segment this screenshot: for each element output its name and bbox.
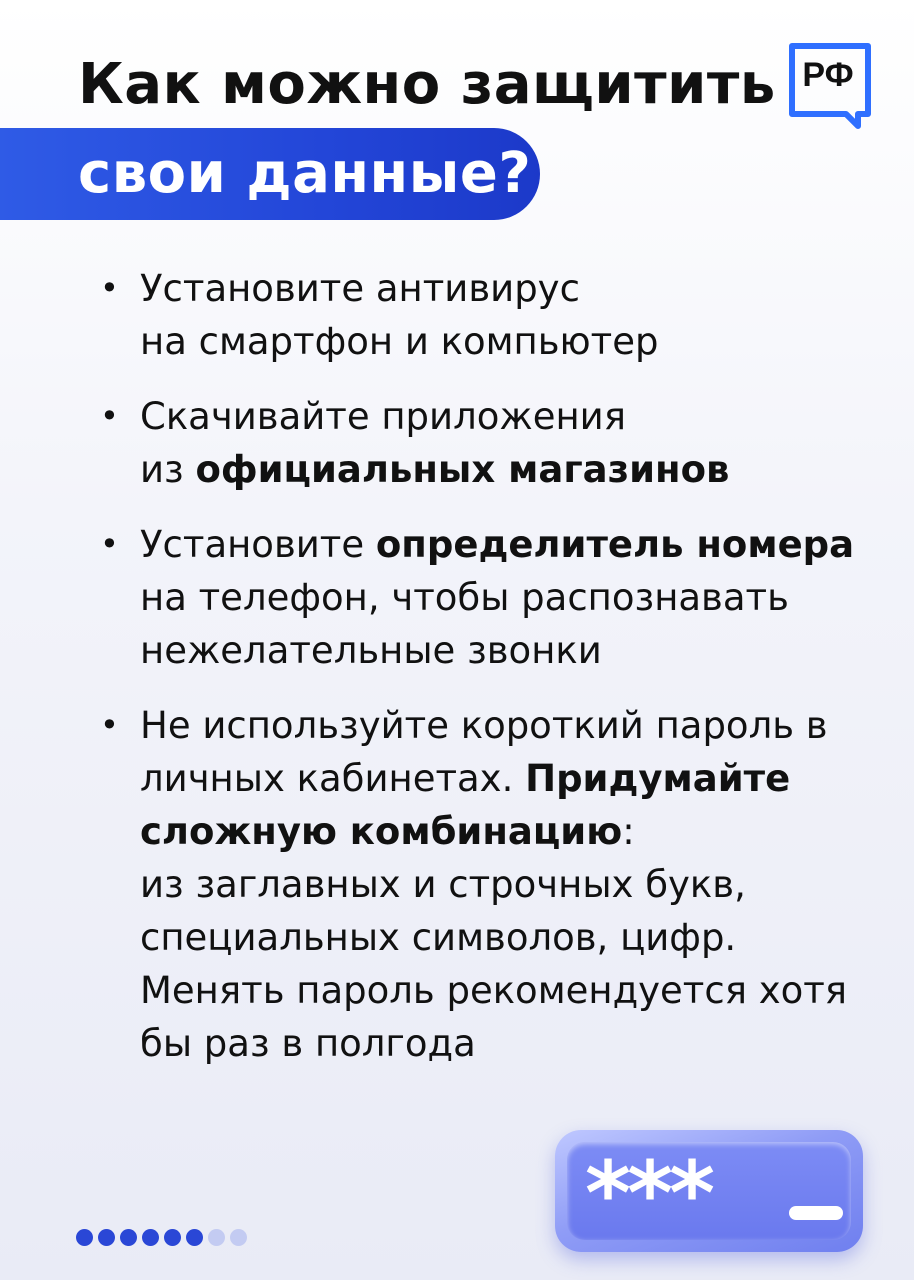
pagination-dot xyxy=(142,1229,159,1246)
list-item: • Скачивайте приложения из официальных магазинов xyxy=(100,390,890,496)
carousel-pagination xyxy=(76,1229,247,1246)
pagination-dot xyxy=(164,1229,181,1246)
rf-logo-text: РФ xyxy=(802,56,854,94)
password-cursor xyxy=(789,1206,843,1220)
page-title-line2: свои данные? xyxy=(78,141,532,206)
pagination-dot xyxy=(98,1229,115,1246)
pagination-dot xyxy=(230,1229,247,1246)
pagination-dot xyxy=(208,1229,225,1246)
pagination-dot xyxy=(186,1229,203,1246)
password-stars: *** xyxy=(585,1142,712,1245)
pagination-dot xyxy=(120,1229,137,1246)
password-field-icon xyxy=(555,1130,863,1252)
page-title-line1: Как можно защитить xyxy=(78,52,776,117)
list-item: • Установите определитель номера на телефон, чтобы распознавать нежелательные звонки xyxy=(100,518,890,677)
tips-list xyxy=(100,262,890,1092)
pagination-dot xyxy=(76,1229,93,1246)
list-item: • Установите антивирус на смартфон и компьютер xyxy=(100,262,890,368)
list-item: • Не используйте короткий пароль в личных кабинетах. Придумайте сложную комбинацию: из заглавных и строчных букв, специальных символов, цифр. Менять пароль рекомендуется хотя бы раз в полгода xyxy=(100,699,890,1070)
